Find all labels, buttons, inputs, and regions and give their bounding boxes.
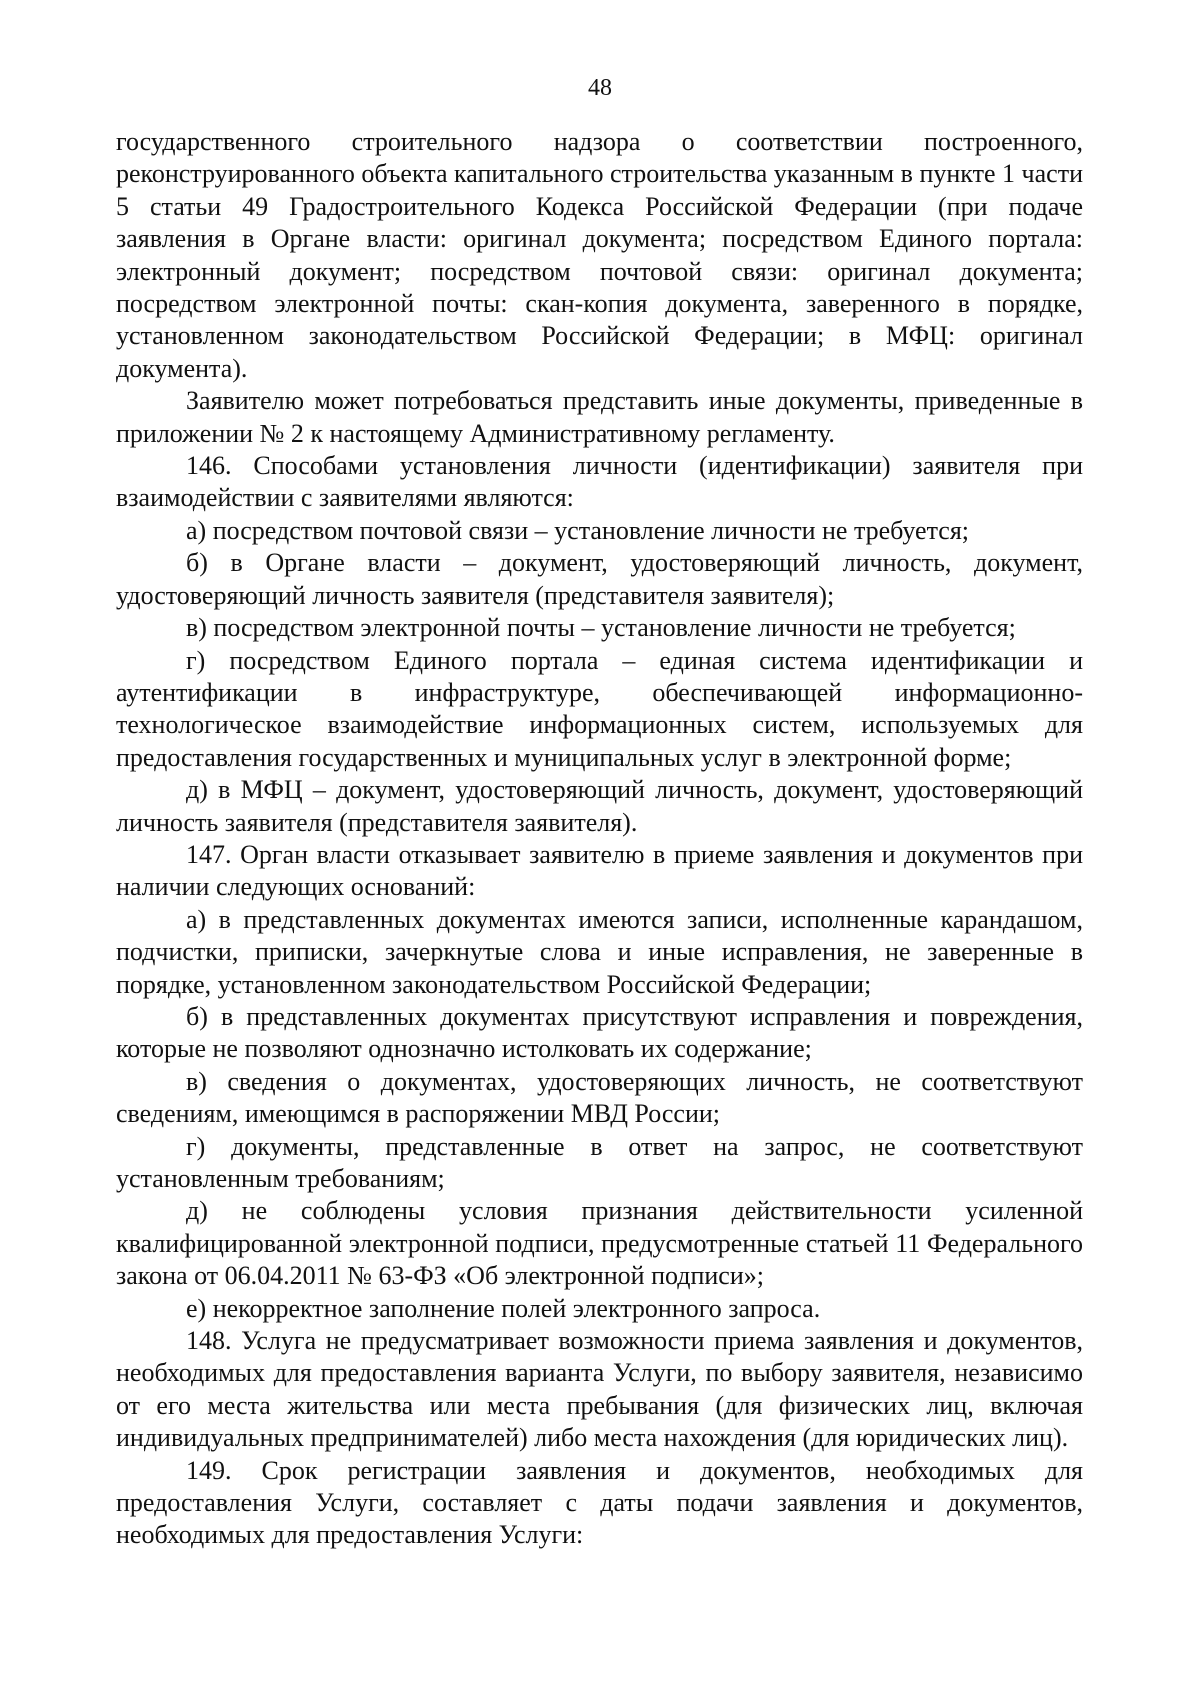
paragraph-147-e: е) некорректное заполнение полей электронного запроса. (186, 1293, 821, 1323)
paragraph-148: 148. Услуга не предусматривает возможности приема заявления и документов, необходимых для предоставления варианта Услуги, по выбору заявителя, независимо от его места жительства или места пребывания (для физических лиц, включая индивидуальных предпринимателей) либо места нахождения (для юридических лиц). (116, 1326, 1083, 1453)
page-number: 48 (588, 75, 612, 101)
paragraph-146-d: д) в МФЦ – документ, удостоверяющий личность, документ, удостоверяющий личность заявителя (представителя заявителя). (116, 775, 1083, 837)
paragraph-continuation: государственного строительного надзора о соответствии построенного, реконструированного объекта капитального строительства указанным в пункте 1 части 5 статьи 49 Градостроительного Кодекса Российской Федерации (при подаче заявления в Органе власти: оригинал документа; посредством Единого портала: электронный документ; посредством почтовой связи: оригинал документа; посредством электронной почты: скан-копия документа, заверенного в порядке, установленном законодательством Российской Федерации; в МФЦ: оригинал документа). (116, 127, 1083, 383)
paragraph-146-g: г) посредством Единого портала – единая система идентификации и аутентификации в инфраструктуре, обеспечивающей информационно-технологическое взаимодействие информационных систем, используемых для предоставления государственных и муниципальных услуг в электронной форме; (116, 645, 1083, 772)
paragraph-147-b: б) в представленных документах присутствуют исправления и повреждения, которые не позволяют однозначно истолковать их содержание; (116, 1001, 1083, 1064)
paragraph-147: 147. Орган власти отказывает заявителю в приеме заявления и документов при наличии следующих оснований: (116, 839, 1083, 902)
paragraph-147-g: г) документы, представленные в ответ на запрос, не соответствуют установленным требованиям; (116, 1131, 1083, 1193)
paragraph-additional-documents: Заявителю может потребоваться представить иные документы, приведенные в приложении № 2 к настоящему Административному регламенту. (116, 386, 1083, 448)
paragraph-146-b: б) в Органе власти – документ, удостоверяющий личность, документ, удостоверяющий личность заявителя (представителя заявителя); (116, 548, 1083, 610)
paragraph-147-a: а) в представленных документах имеются записи, исполненные карандашом, подчистки, приписки, зачеркнутые слова и иные исправления, не заверенные в порядке, установленном законодательством Российской Федерации; (116, 904, 1083, 999)
paragraph-149: 149. Срок регистрации заявления и документов, необходимых для предоставления Услуги, составляет с даты подачи заявления и документов, необходимых для предоставления Услуги: (116, 1455, 1083, 1550)
paragraph-147-v: в) сведения о документах, удостоверяющих личность, не соответствуют сведениям, имеющимся в распоряжении МВД России; (116, 1066, 1083, 1129)
document-body (116, 126, 1083, 1552)
paragraph-146: 146. Способами установления личности (идентификации) заявителя при взаимодействии с заявителями являются: (116, 451, 1083, 513)
paragraph-146-v: в) посредством электронной почты – установление личности не требуется; (186, 613, 1016, 643)
paragraph-147-d: д) не соблюдены условия признания действительности усиленной квалифицированной электронной подписи, предусмотренные статьей 11 Федерального закона от 06.04.2011 № 63-ФЗ «Об электронной подписи»; (116, 1196, 1083, 1291)
paragraph-146-a: а) посредством почтовой связи – установление личности не требуется; (186, 515, 969, 545)
